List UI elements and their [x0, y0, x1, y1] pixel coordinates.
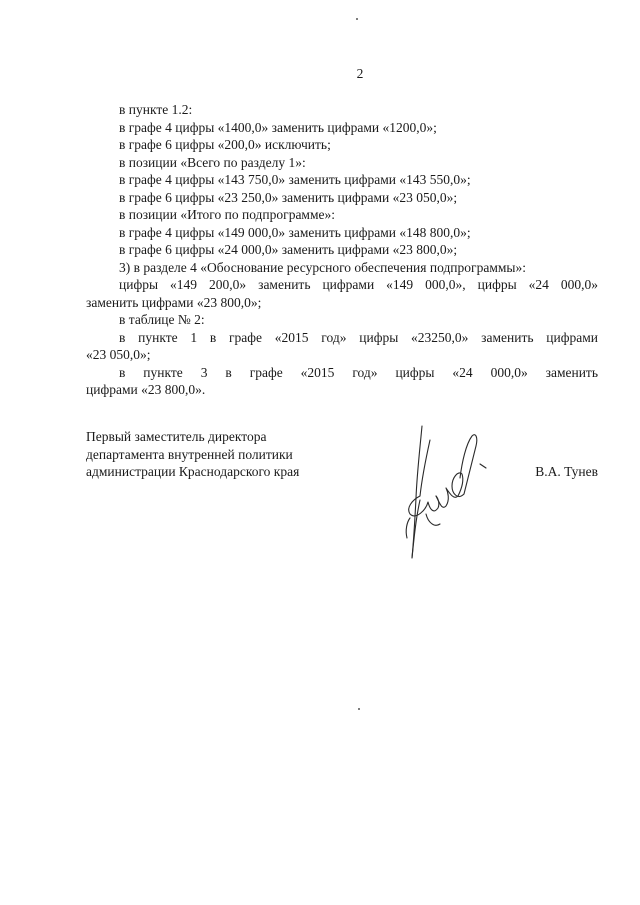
scan-speck-bottom	[358, 708, 360, 710]
text-line: в пункте 1.2:	[119, 102, 193, 117]
signer-title-line: Первый заместитель директора	[86, 429, 267, 444]
signature-block	[86, 428, 598, 481]
text-line: в пункте 1 в графе «2015 год» цифры «23250,0» заменить цифрами	[119, 329, 598, 345]
handwritten-signature	[390, 418, 490, 568]
signer-title-line: администрации Краснодарского края	[86, 464, 300, 479]
text-line: в позиции «Итого по подпрограмме»:	[119, 207, 336, 222]
text-line: в графе 4 цифры «1400,0» заменить цифрами «1200,0»;	[119, 119, 437, 135]
text-line: в позиции «Всего по разделу 1»:	[119, 154, 306, 170]
text-line: «23 050,0»;	[86, 347, 151, 362]
text-line: в графе 4 цифры «149 000,0» заменить цифрами «148 800,0»;	[119, 224, 471, 240]
text-line: в графе 6 цифры «23 250,0» заменить цифрами «23 050,0»;	[119, 189, 458, 205]
text-line: цифры «149 200,0» заменить цифрами «149 000,0», цифры «24 000,0»	[119, 277, 598, 292]
text-line: 3) в разделе 4 «Обоснование ресурсного обеспечения подпрограммы»:	[119, 259, 526, 275]
signer-title-line: департамента внутренней политики	[86, 446, 293, 462]
text-line: в графе 6 цифры «24 000,0» заменить цифрами «23 800,0»;	[119, 242, 458, 257]
page-number: 2	[356, 66, 364, 81]
text-line: цифрами «23 800,0».	[86, 382, 206, 397]
text-line: в графе 6 цифры «200,0» исключить;	[119, 137, 331, 152]
text-line: в графе 4 цифры «143 750,0» заменить цифрами «143 550,0»;	[119, 172, 471, 187]
text-line: заменить цифрами «23 800,0»;	[86, 294, 262, 310]
signer-name: В.А. Тунев	[535, 464, 598, 479]
text-line: в пункте 3 в графе «2015 год» цифры «24 000,0» заменить	[119, 364, 598, 380]
text-line: в таблице № 2:	[119, 312, 205, 327]
amendments-text	[86, 101, 598, 399]
scan-speck-top	[356, 18, 358, 20]
